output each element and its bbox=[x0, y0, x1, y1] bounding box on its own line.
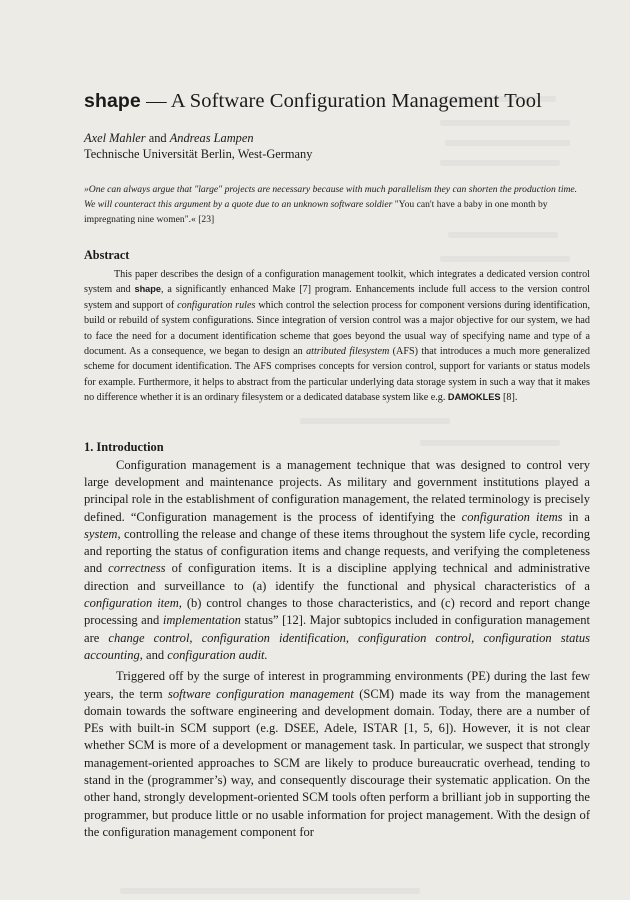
p1-text-a: Configuration management is a management technique that was designed to control very large development and maintenance projects. As military and government institutions played a principal role in the establishment of configuration management, the related terminology is precisely defined. “Configuration management is the process of identifying the bbox=[84, 457, 590, 524]
intro-paragraph-1 bbox=[84, 457, 590, 665]
epigraph-quote: "You can't have a baby in one month by impregnating nine women".« [23] bbox=[84, 199, 548, 225]
abstract-text-5: [8]. bbox=[500, 392, 518, 404]
p1-text-e: (b) control changes to those characteristics, and (c) record and report change processing and bbox=[84, 596, 590, 628]
config-rules-term: configuration rules bbox=[177, 299, 256, 311]
abstract-text-2: , a significantly enhanced Make [7] program. Enhancements include full access to the version control system and support of bbox=[84, 284, 590, 311]
p2-text-a: Triggered off by the surge of interest in programming environments (PE) during the last few years, the term bbox=[84, 669, 590, 701]
p1-audit: configuration audit. bbox=[167, 647, 268, 662]
p2-scm-term: software configuration management bbox=[168, 686, 354, 701]
epigraph bbox=[84, 182, 590, 227]
p1-correctness: correctness bbox=[108, 561, 166, 576]
author-block bbox=[84, 130, 590, 162]
abstract-body bbox=[84, 267, 590, 406]
title-rest: — A Software Configuration Management Tool bbox=[140, 90, 542, 112]
p1-text-g: , and bbox=[139, 647, 168, 662]
p1-text-f: status” [12]. Major subtopics included in configuration management are bbox=[84, 613, 590, 645]
epigraph-text: »One can always argue that "large" projects are necessary because with much parallelism they can shorten the production time. We will counteract this argument by a quote due to an unknown software soldier bbox=[84, 184, 578, 210]
author-names bbox=[84, 130, 590, 146]
affiliation: Technische Universität Berlin, West-Germany bbox=[84, 147, 313, 161]
p1-text-d: of configuration items. It is a discipline applying technical and administrative direction and surveillance to (a) identify the functional and physical characteristics of a bbox=[84, 561, 590, 593]
intro-paragraph-2 bbox=[84, 668, 590, 841]
p1-text-c: , controlling the release and change of these items throughout the system life cycle, recording and reporting the status of configuration items and change requests, and verifying the completeness and bbox=[84, 526, 590, 576]
p1-text-b: in a bbox=[562, 509, 590, 524]
shape-term: shape bbox=[134, 284, 162, 295]
p1-implementation: implementation bbox=[162, 613, 241, 628]
afs-term: attributed filesystem bbox=[306, 346, 390, 358]
p1-system: system bbox=[84, 526, 118, 541]
abstract-text-3: which control the selection process for component versions during identification, build or rebuild of system configurations. Since integration of version control was a major objective for our system, we had to face the need for a document identification scheme that goes beyond the usual way of specifying name and type of a document. As a consequence, we began to design an bbox=[84, 299, 591, 358]
abstract-heading: Abstract bbox=[84, 248, 130, 262]
section-heading-introduction: 1. Introduction bbox=[84, 439, 164, 454]
author-2: Andreas Lampen bbox=[169, 131, 254, 145]
p1-subtopics: change control, configuration identification, configuration control, configuration status accounting bbox=[84, 630, 591, 662]
paper-title bbox=[84, 88, 590, 114]
paper-page bbox=[84, 88, 590, 841]
author-connector: and bbox=[145, 131, 170, 145]
damokles-term: DAMOKLES bbox=[447, 392, 501, 403]
author-1: Axel Mahler bbox=[84, 131, 146, 145]
p2-text-b: (SCM) made its way from the management domain towards the software engineering and development domain. Today, there are a number of PEs with built-in SCM support (e.g. DSEE, Adele, ISTAR [1, 5, 6]). However, it is not clear whether SCM is more of a development or management task. In particular, we suspect that strongly management-oriented approaches to SCM are likely to produce bureaucratic overhead, tending to stand in the (programmer’s) way, and consequently discourage their systematic application. On the other hand, strongly development-oriented SCM tools often perform a brilliant job in supporting the programmer, but produce little or no usable information for project management. With the design of the configuration management component for bbox=[84, 686, 590, 839]
p1-config-items: configuration items bbox=[461, 509, 563, 524]
abstract-text-4: (AFS) that introduces a much more generalized scheme for document identification. The AFS comprises concepts for version control, support for variants or status models for example. Furthermore, it helps to abstract from the particular underlying data storage system in such a way that it makes no difference whether it is an ordinary filesystem or a dedicated database system like e.g. bbox=[84, 346, 590, 404]
tool-name: shape bbox=[84, 90, 141, 112]
abstract-text-1: This paper describes the design of a configuration management toolkit, which integrates a dedicated version control system and bbox=[84, 269, 590, 296]
p1-config-item: configuration item, bbox=[84, 596, 182, 611]
